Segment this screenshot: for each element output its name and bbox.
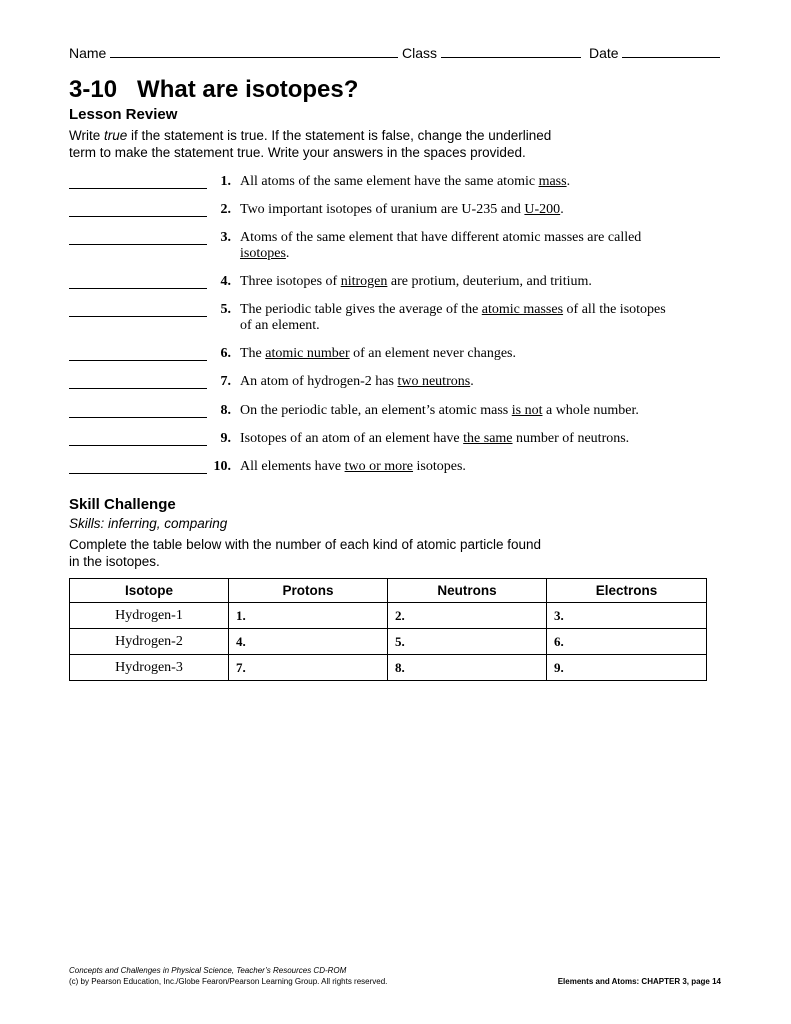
question-number: 2. (220, 202, 231, 217)
date-label: Date (589, 45, 619, 61)
name-field (69, 45, 398, 61)
question-fragment: An atom of hydrogen-2 has (240, 374, 398, 389)
name-blank[interactable] (110, 45, 398, 58)
footer-copyright: (c) by Pearson Education, Inc./Globe Fearon/Pearson Learning Group. All rights reserved. (69, 977, 388, 986)
answer-cell[interactable]: 5. (388, 629, 547, 655)
isotope-name: Hydrogen-3 (70, 655, 229, 681)
question-number: 8. (220, 403, 231, 418)
instruction-text: in the isotopes. (69, 554, 160, 569)
question-number: 6. (220, 346, 231, 361)
question-number: 1. (220, 174, 231, 189)
question-text (240, 274, 710, 290)
underlined-term: isotopes (240, 246, 286, 261)
answer-blank[interactable] (69, 243, 207, 245)
question-fragment: number of neutrons. (512, 431, 630, 446)
question-fragment: of all the isotopes (563, 302, 666, 317)
name-label: Name (69, 45, 107, 61)
column-header: Protons (229, 579, 388, 603)
question-fragment: On the periodic table, an element’s atomic mass (240, 403, 512, 418)
question-text (240, 346, 710, 362)
underlined-term: atomic number (265, 346, 350, 361)
question-number: 5. (220, 302, 231, 317)
question-text (240, 302, 710, 334)
isotope-table (69, 578, 707, 681)
question-fragment: Two important isotopes of uranium are U-235 and (240, 202, 525, 217)
instruction-text: Write (69, 128, 105, 143)
question-fragment: . (566, 174, 571, 189)
answer-blank[interactable] (69, 215, 207, 217)
date-blank[interactable] (622, 45, 720, 58)
table-row (70, 629, 707, 655)
question-text (240, 403, 710, 419)
instruction-italic: true (104, 128, 128, 143)
instruction-text: Complete the table below with the number of each kind of atomic particle found (69, 537, 542, 552)
question-fragment: The (240, 346, 266, 361)
answer-blank[interactable] (69, 287, 207, 289)
class-field (402, 45, 581, 61)
question-text (240, 230, 710, 262)
question-text (240, 202, 710, 218)
answer-cell[interactable]: 6. (547, 629, 707, 655)
question-number: 4. (220, 274, 231, 289)
answer-blank[interactable] (69, 472, 207, 474)
question-fragment: are protium, deuterium, and tritium. (387, 274, 592, 289)
question-fragment: All elements have (240, 459, 345, 474)
question-fragment: The periodic table gives the average of the (240, 302, 482, 317)
skill-instructions (69, 536, 589, 570)
underlined-term: is not (511, 403, 543, 418)
answer-cell[interactable]: 9. (547, 655, 707, 681)
underlined-term: atomic masses (481, 302, 564, 317)
answer-blank[interactable] (69, 387, 207, 389)
underlined-term: nitrogen (340, 274, 388, 289)
column-header: Neutrons (388, 579, 547, 603)
footer-page-ref: Elements and Atoms: CHAPTER 3, page 14 (557, 977, 721, 986)
answer-blank[interactable] (69, 416, 207, 418)
lesson-review-instructions (69, 127, 589, 161)
question-fragment: a whole number. (542, 403, 639, 418)
question-text (240, 459, 710, 475)
underlined-term: U-200 (524, 202, 561, 217)
instruction-text: if the statement is true. If the statement is false, change the underlined (127, 128, 552, 143)
isotope-name: Hydrogen-1 (70, 603, 229, 629)
question-number: 7. (220, 374, 231, 389)
question-fragment: All atoms of the same element have the same atomic (240, 174, 539, 189)
column-header: Isotope (70, 579, 229, 603)
answer-cell[interactable]: 1. (229, 603, 388, 629)
answer-cell[interactable]: 8. (388, 655, 547, 681)
question-text (240, 431, 710, 447)
table-row (70, 603, 707, 629)
skills-line: Skills: inferring, comparing (69, 516, 228, 531)
question-text (240, 174, 710, 190)
lesson-review-heading: Lesson Review (69, 106, 178, 123)
underlined-term: the same (463, 431, 513, 446)
class-blank[interactable] (441, 45, 581, 58)
question-number: 3. (220, 230, 231, 245)
question-number: 9. (220, 431, 231, 446)
question-fragment: . (470, 374, 474, 389)
answer-blank[interactable] (69, 359, 207, 361)
question-text (240, 374, 710, 390)
skill-challenge-heading: Skill Challenge (69, 496, 176, 513)
underlined-term: two or more (344, 459, 414, 474)
class-label: Class (402, 45, 438, 61)
answer-cell[interactable]: 7. (229, 655, 388, 681)
question-fragment: of an element. (240, 318, 320, 333)
question-fragment: Atoms of the same element that have different atomic masses are called (240, 230, 642, 245)
underlined-term: two neutrons (397, 374, 471, 389)
question-fragment: Three isotopes of (240, 274, 341, 289)
underlined-term: mass (538, 174, 567, 189)
table-header-row (70, 579, 707, 603)
answer-cell[interactable]: 2. (388, 603, 547, 629)
answer-cell[interactable]: 3. (547, 603, 707, 629)
question-fragment: . (560, 202, 564, 217)
question-fragment: . (285, 246, 290, 261)
footer-source: Concepts and Challenges in Physical Science, Teacher’s Resources CD-ROM (69, 966, 347, 975)
question-fragment: isotopes. (413, 459, 466, 474)
question-number: 10. (213, 459, 231, 474)
instruction-text: term to make the statement true. Write your answers in the spaces provided. (69, 145, 526, 160)
column-header: Electrons (547, 579, 707, 603)
answer-blank[interactable] (69, 187, 207, 189)
question-fragment: Isotopes of an atom of an element have (240, 431, 464, 446)
answer-blank[interactable] (69, 444, 207, 446)
page-title: 3-10 What are isotopes? (69, 76, 359, 103)
question-fragment: of an element never changes. (349, 346, 517, 361)
date-field (589, 45, 720, 61)
answer-cell[interactable]: 4. (229, 629, 388, 655)
isotope-name: Hydrogen-2 (70, 629, 229, 655)
answer-blank[interactable] (69, 315, 207, 317)
table-row (70, 655, 707, 681)
